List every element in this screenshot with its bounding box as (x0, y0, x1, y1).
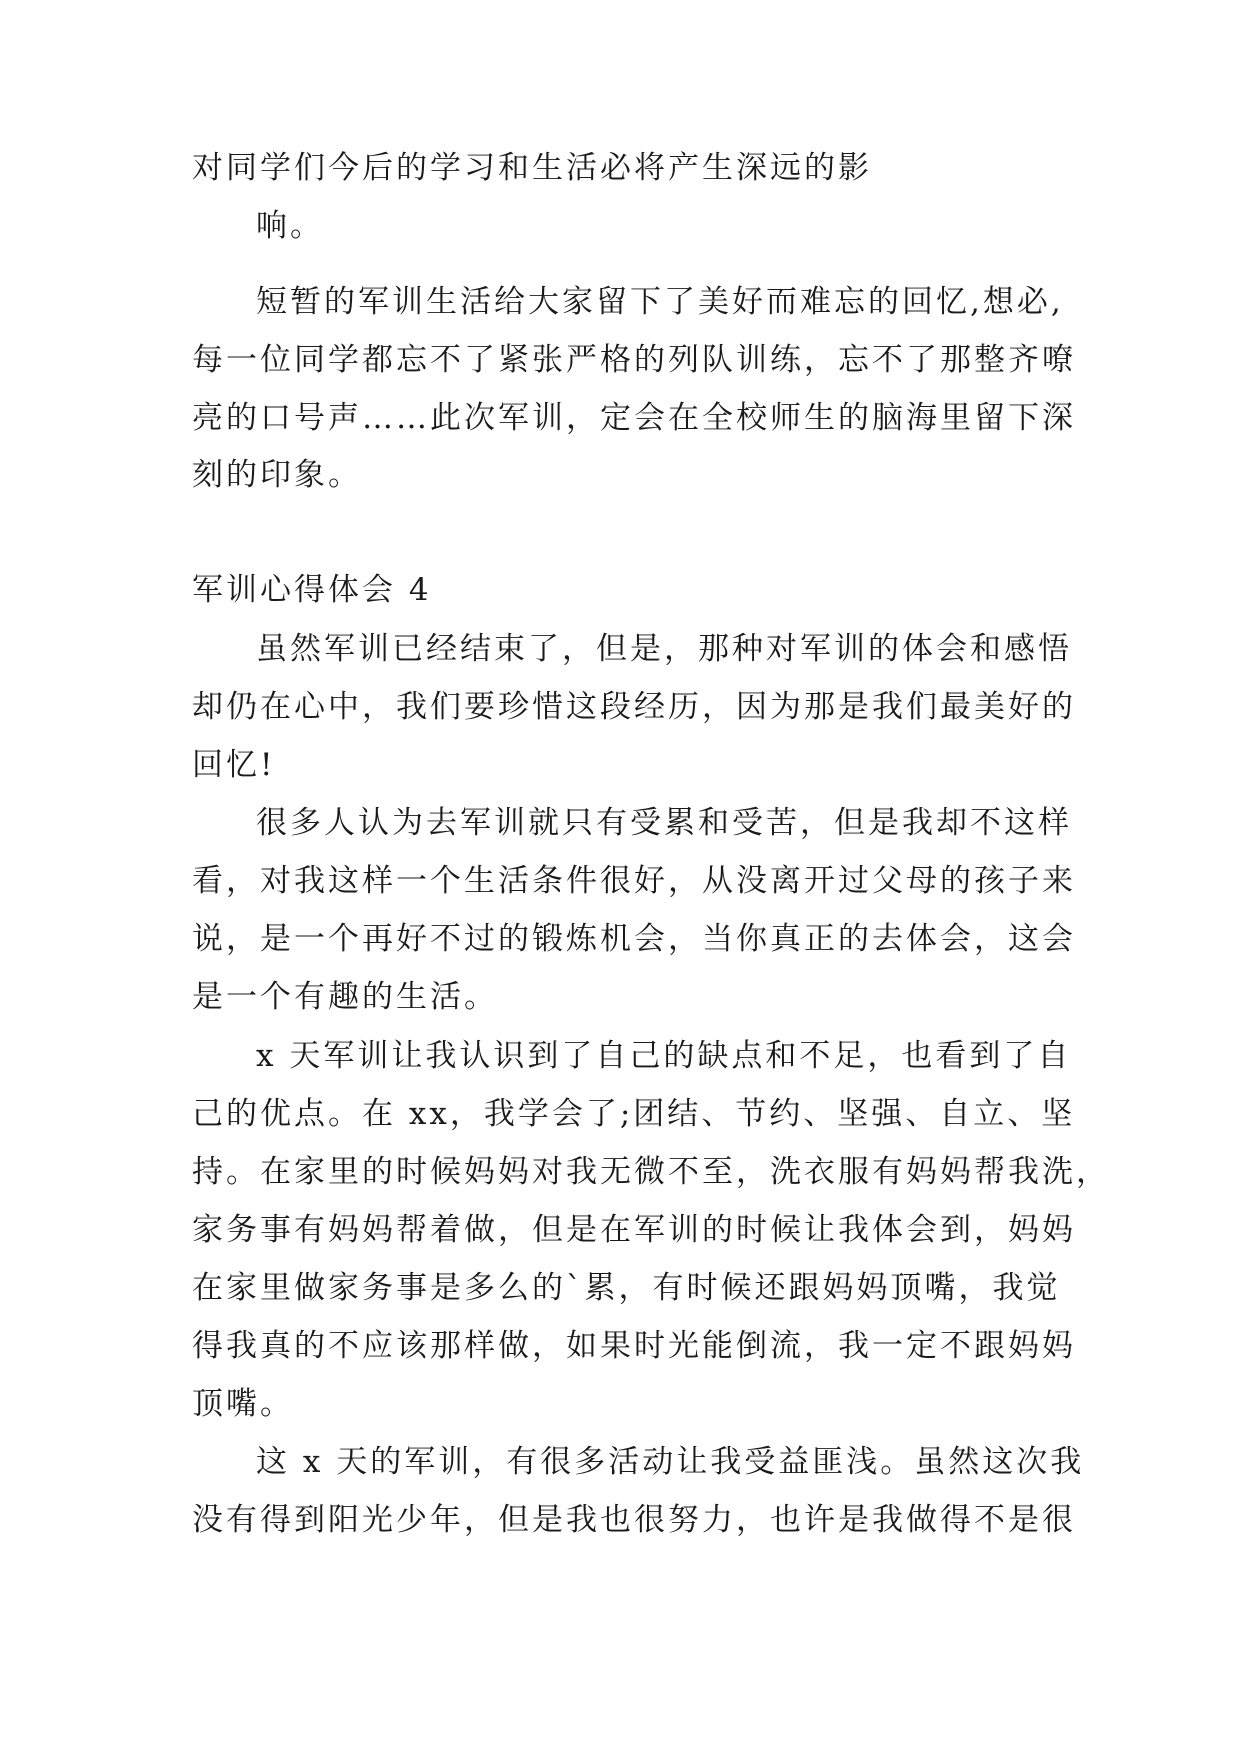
text-line: x 天军训让我认识到了自己的缺点和不足，也看到了自 (256, 1038, 1072, 1074)
text-line: 虽然军训已经结束了，但是，那种对军训的体会和感悟 (256, 631, 1072, 667)
text-line: 是一个有趣的生活。 (192, 979, 498, 1015)
text-line: 持。在家里的时候妈妈对我无微不至，洗衣服有妈妈帮我洗， (192, 1154, 1110, 1190)
text-line: 响。 (256, 208, 324, 244)
text-line: 亮的口号声……此次军训，定会在全校师生的脑海里留下深 (192, 400, 1076, 436)
text-line: 对同学们今后的学习和生活必将产生深远的影 (192, 150, 872, 186)
text-line: 回忆! (192, 747, 276, 783)
text-line: 很多人认为去军训就只有受累和受苦，但是我却不这样 (256, 805, 1072, 841)
text-line: 己的优点。在 xx，我学会了;团结、节约、坚强、自立、坚 (192, 1096, 1076, 1132)
text-line: 这 x 天的军训，有很多活动让我受益匪浅。虽然这次我 (256, 1444, 1085, 1480)
text-line: 却仍在心中，我们要珍惜这段经历，因为那是我们最美好的 (192, 689, 1076, 725)
text-line: 刻的印象。 (192, 457, 362, 493)
text-line: 没有得到阳光少年，但是我也很努力，也许是我做得不是很 (192, 1502, 1076, 1538)
text-line: 说，是一个再好不过的锻炼机会，当你真正的去体会，这会 (192, 921, 1076, 957)
text-line: 家务事有妈妈帮着做，但是在军训的时候让我体会到，妈妈 (192, 1212, 1076, 1248)
text-line: 顶嘴。 (192, 1386, 294, 1422)
section-heading: 军训心得体会 4 (192, 572, 432, 608)
text-line: 看，对我这样一个生活条件很好，从没离开过父母的孩子来 (192, 863, 1076, 899)
text-line: 得我真的不应该那样做，如果时光能倒流，我一定不跟妈妈 (192, 1328, 1076, 1364)
text-line: 短暂的军训生活给大家留下了美好而难忘的回忆,想必, (256, 284, 1064, 320)
text-line: 在家里做家务事是多么的`累，有时候还跟妈妈顶嘴，我觉 (192, 1270, 1061, 1306)
text-line: 每一位同学都忘不了紧张严格的列队训练，忘不了那整齐嘹 (192, 342, 1076, 378)
